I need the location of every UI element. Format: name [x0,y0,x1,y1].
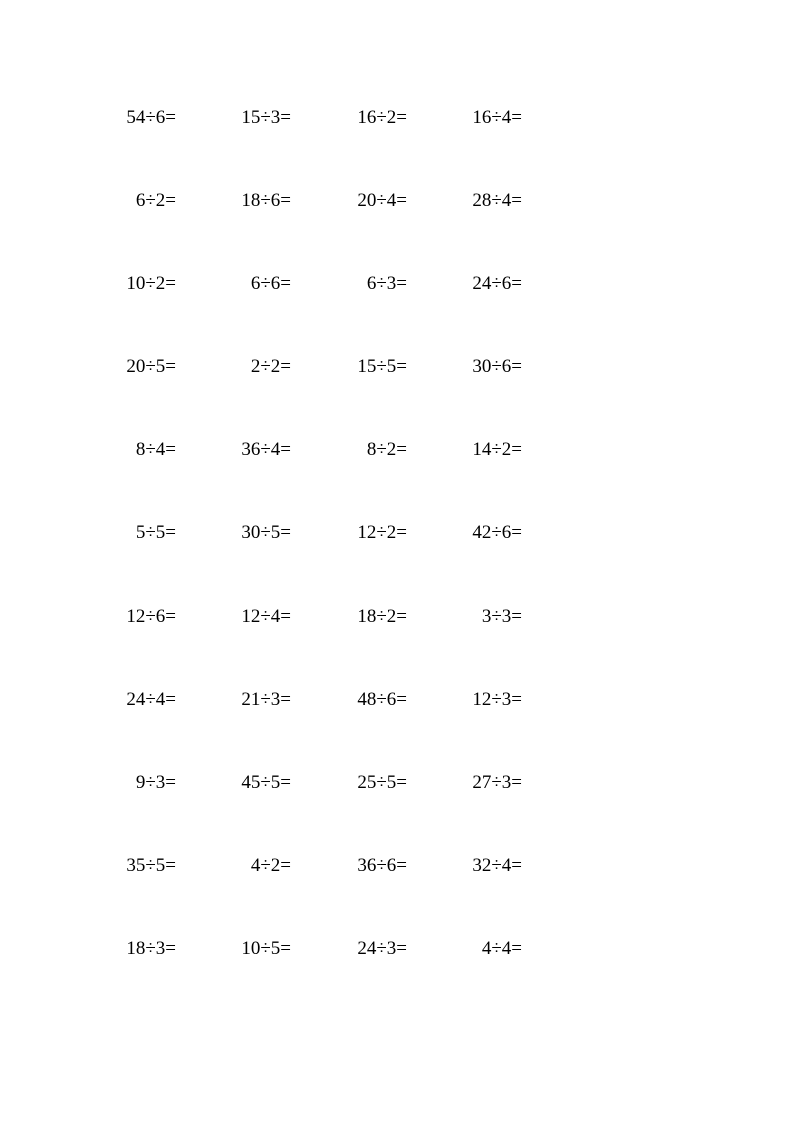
division-problem: 35÷5= [126,855,176,876]
division-problem: 48÷6= [357,689,407,710]
division-problem: 42÷6= [472,522,522,543]
division-problem: 12÷2= [357,522,407,543]
division-problem: 5÷5= [135,522,176,543]
division-problem: 30÷6= [472,356,522,377]
problem-row [0,518,794,548]
division-problem: 12÷3= [472,689,522,710]
division-problem: 9÷3= [135,772,176,793]
division-problem: 6÷2= [135,190,176,211]
division-problem: 20÷5= [126,356,176,377]
division-problem: 25÷5= [357,772,407,793]
problem-row [0,685,794,715]
division-problem: 15÷3= [241,107,291,128]
division-problem: 18÷2= [357,606,407,627]
division-problem: 18÷3= [126,938,176,959]
division-problem: 12÷6= [126,606,176,627]
division-problem: 54÷6= [126,107,176,128]
division-problem: 10÷2= [126,273,176,294]
division-problem: 36÷4= [241,439,291,460]
division-problem: 14÷2= [472,439,522,460]
division-problem: 20÷4= [357,190,407,211]
problem-row [0,103,794,133]
division-problem: 16÷4= [472,107,522,128]
division-problem: 2÷2= [250,356,291,377]
division-problem: 4÷2= [250,855,291,876]
division-problem: 24÷3= [357,938,407,959]
problem-row [0,435,794,465]
problem-row [0,352,794,382]
division-problem: 16÷2= [357,107,407,128]
division-problem: 45÷5= [241,772,291,793]
problem-row [0,851,794,881]
division-problem: 3÷3= [481,606,522,627]
division-problem: 36÷6= [357,855,407,876]
division-problem: 21÷3= [241,689,291,710]
division-problem: 32÷4= [472,855,522,876]
division-problem: 12÷4= [241,606,291,627]
division-problem: 15÷5= [357,356,407,377]
division-problem: 8÷2= [366,439,407,460]
problem-row [0,768,794,798]
division-problem: 10÷5= [241,938,291,959]
division-problem: 4÷4= [481,938,522,959]
division-problem: 8÷4= [135,439,176,460]
division-problem: 18÷6= [241,190,291,211]
division-problem: 24÷6= [472,273,522,294]
problem-row [0,186,794,216]
division-problem: 30÷5= [241,522,291,543]
division-problem: 6÷6= [250,273,291,294]
problem-row [0,269,794,299]
division-problem: 24÷4= [126,689,176,710]
problem-row [0,602,794,632]
problem-row [0,934,794,964]
division-problem: 27÷3= [472,772,522,793]
division-problem: 28÷4= [472,190,522,211]
division-problem: 6÷3= [366,273,407,294]
